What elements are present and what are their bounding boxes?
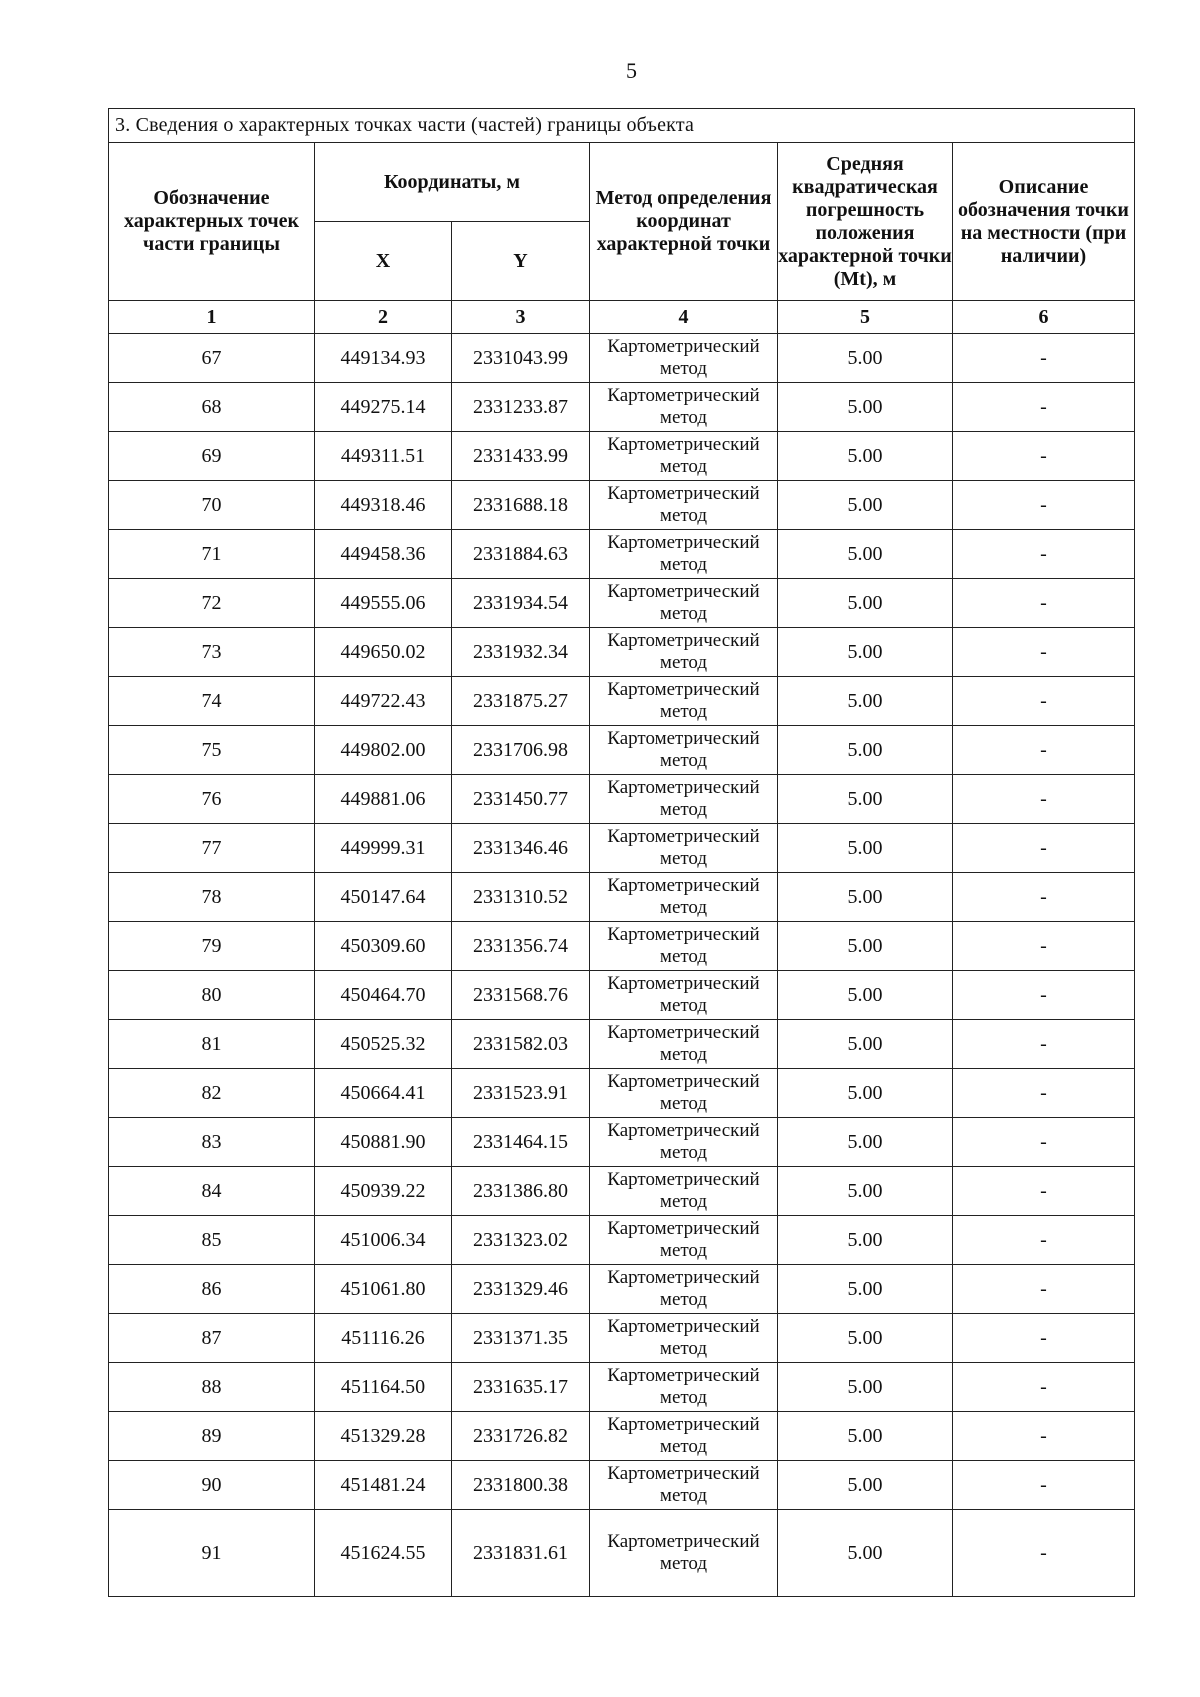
section-title: 3. Сведения о характерных точках части (частей) границы объекта bbox=[109, 109, 1135, 143]
accuracy-cell: 5.00 bbox=[778, 922, 953, 971]
coordinate-x: 449275.14 bbox=[315, 383, 452, 432]
coordinate-y: 2331635.17 bbox=[452, 1363, 590, 1412]
table-row bbox=[109, 334, 1135, 383]
method-cell: Картометрический метод bbox=[590, 579, 778, 628]
method-cell: Картометрический метод bbox=[590, 677, 778, 726]
point-number: 88 bbox=[109, 1363, 315, 1412]
table-row bbox=[109, 579, 1135, 628]
coordinate-x: 450664.41 bbox=[315, 1069, 452, 1118]
coordinate-x: 450881.90 bbox=[315, 1118, 452, 1167]
coordinate-x: 449555.06 bbox=[315, 579, 452, 628]
table-row bbox=[109, 775, 1135, 824]
column-number: 4 bbox=[590, 301, 778, 334]
table-row bbox=[109, 824, 1135, 873]
table-row bbox=[109, 1069, 1135, 1118]
header-x: X bbox=[315, 222, 452, 301]
header-designation: Обозначение характерных точек части границы bbox=[109, 143, 315, 301]
method-cell: Картометрический метод bbox=[590, 1510, 778, 1597]
table-row bbox=[109, 971, 1135, 1020]
description-cell: - bbox=[953, 1216, 1135, 1265]
point-number: 86 bbox=[109, 1265, 315, 1314]
coordinate-x: 451329.28 bbox=[315, 1412, 452, 1461]
coordinate-x: 449722.43 bbox=[315, 677, 452, 726]
method-cell: Картометрический метод bbox=[590, 334, 778, 383]
accuracy-cell: 5.00 bbox=[778, 481, 953, 530]
accuracy-cell: 5.00 bbox=[778, 1510, 953, 1597]
coordinate-x: 449458.36 bbox=[315, 530, 452, 579]
table-body bbox=[109, 334, 1135, 1597]
column-number: 1 bbox=[109, 301, 315, 334]
description-cell: - bbox=[953, 1069, 1135, 1118]
point-number: 75 bbox=[109, 726, 315, 775]
accuracy-cell: 5.00 bbox=[778, 1363, 953, 1412]
description-cell: - bbox=[953, 628, 1135, 677]
coordinate-x: 450147.64 bbox=[315, 873, 452, 922]
method-cell: Картометрический метод bbox=[590, 432, 778, 481]
accuracy-cell: 5.00 bbox=[778, 726, 953, 775]
table-row bbox=[109, 873, 1135, 922]
accuracy-cell: 5.00 bbox=[778, 1412, 953, 1461]
method-cell: Картометрический метод bbox=[590, 1216, 778, 1265]
header-y: Y bbox=[452, 222, 590, 301]
coordinate-y: 2331875.27 bbox=[452, 677, 590, 726]
accuracy-cell: 5.00 bbox=[778, 1020, 953, 1069]
coordinate-x: 451006.34 bbox=[315, 1216, 452, 1265]
point-number: 87 bbox=[109, 1314, 315, 1363]
table-row bbox=[109, 1118, 1135, 1167]
coordinate-x: 449802.00 bbox=[315, 726, 452, 775]
description-cell: - bbox=[953, 677, 1135, 726]
table-row bbox=[109, 1461, 1135, 1510]
coordinate-x: 451481.24 bbox=[315, 1461, 452, 1510]
accuracy-cell: 5.00 bbox=[778, 971, 953, 1020]
coordinate-x: 449881.06 bbox=[315, 775, 452, 824]
point-number: 71 bbox=[109, 530, 315, 579]
description-cell: - bbox=[953, 1020, 1135, 1069]
accuracy-cell: 5.00 bbox=[778, 677, 953, 726]
table-row bbox=[109, 481, 1135, 530]
accuracy-cell: 5.00 bbox=[778, 1069, 953, 1118]
coordinate-y: 2331932.34 bbox=[452, 628, 590, 677]
coordinate-x: 451061.80 bbox=[315, 1265, 452, 1314]
coordinate-y: 2331706.98 bbox=[452, 726, 590, 775]
description-cell: - bbox=[953, 1461, 1135, 1510]
method-cell: Картометрический метод bbox=[590, 1363, 778, 1412]
accuracy-cell: 5.00 bbox=[778, 579, 953, 628]
coordinate-x: 449134.93 bbox=[315, 334, 452, 383]
accuracy-cell: 5.00 bbox=[778, 530, 953, 579]
method-cell: Картометрический метод bbox=[590, 481, 778, 530]
header-description: Описание обозначения точки на местности (при наличии) bbox=[953, 143, 1135, 301]
description-cell: - bbox=[953, 824, 1135, 873]
description-cell: - bbox=[953, 1412, 1135, 1461]
table-row bbox=[109, 1265, 1135, 1314]
accuracy-cell: 5.00 bbox=[778, 383, 953, 432]
description-cell: - bbox=[953, 530, 1135, 579]
table-row bbox=[109, 1314, 1135, 1363]
description-cell: - bbox=[953, 383, 1135, 432]
point-number: 73 bbox=[109, 628, 315, 677]
point-number: 70 bbox=[109, 481, 315, 530]
accuracy-cell: 5.00 bbox=[778, 628, 953, 677]
coordinate-y: 2331464.15 bbox=[452, 1118, 590, 1167]
table-row bbox=[109, 726, 1135, 775]
point-number: 85 bbox=[109, 1216, 315, 1265]
table-row bbox=[109, 1412, 1135, 1461]
coordinate-y: 2331433.99 bbox=[452, 432, 590, 481]
coordinate-y: 2331233.87 bbox=[452, 383, 590, 432]
method-cell: Картометрический метод bbox=[590, 1020, 778, 1069]
coordinate-y: 2331043.99 bbox=[452, 334, 590, 383]
method-cell: Картометрический метод bbox=[590, 1118, 778, 1167]
coordinate-y: 2331323.02 bbox=[452, 1216, 590, 1265]
description-cell: - bbox=[953, 873, 1135, 922]
table-row bbox=[109, 922, 1135, 971]
point-number: 84 bbox=[109, 1167, 315, 1216]
page-number: 5 bbox=[626, 58, 637, 83]
coordinate-x: 449311.51 bbox=[315, 432, 452, 481]
method-cell: Картометрический метод bbox=[590, 1412, 778, 1461]
coordinate-y: 2331831.61 bbox=[452, 1510, 590, 1597]
description-cell: - bbox=[953, 1265, 1135, 1314]
column-numbers-row bbox=[109, 301, 1135, 334]
table-row bbox=[109, 1167, 1135, 1216]
method-cell: Картометрический метод bbox=[590, 971, 778, 1020]
method-cell: Картометрический метод bbox=[590, 1069, 778, 1118]
accuracy-cell: 5.00 bbox=[778, 1314, 953, 1363]
table-row bbox=[109, 628, 1135, 677]
method-cell: Картометрический метод bbox=[590, 628, 778, 677]
table-row bbox=[109, 432, 1135, 481]
coordinate-y: 2331726.82 bbox=[452, 1412, 590, 1461]
point-number: 81 bbox=[109, 1020, 315, 1069]
accuracy-cell: 5.00 bbox=[778, 873, 953, 922]
description-cell: - bbox=[953, 726, 1135, 775]
column-number: 2 bbox=[315, 301, 452, 334]
description-cell: - bbox=[953, 579, 1135, 628]
column-number: 5 bbox=[778, 301, 953, 334]
point-number: 91 bbox=[109, 1510, 315, 1597]
coordinate-y: 2331346.46 bbox=[452, 824, 590, 873]
description-cell: - bbox=[953, 1510, 1135, 1597]
table-row bbox=[109, 1020, 1135, 1069]
point-number: 74 bbox=[109, 677, 315, 726]
description-cell: - bbox=[953, 922, 1135, 971]
description-cell: - bbox=[953, 1167, 1135, 1216]
description-cell: - bbox=[953, 775, 1135, 824]
header-accuracy: Средняя квадратическая погрешность положения характерной точки (Mt), м bbox=[778, 143, 953, 301]
header-coordinates: Координаты, м bbox=[315, 143, 590, 222]
accuracy-cell: 5.00 bbox=[778, 1216, 953, 1265]
point-number: 78 bbox=[109, 873, 315, 922]
coordinate-x: 450309.60 bbox=[315, 922, 452, 971]
coordinate-y: 2331450.77 bbox=[452, 775, 590, 824]
coordinate-x: 449650.02 bbox=[315, 628, 452, 677]
method-cell: Картометрический метод bbox=[590, 1314, 778, 1363]
coordinate-y: 2331371.35 bbox=[452, 1314, 590, 1363]
point-number: 76 bbox=[109, 775, 315, 824]
table-row bbox=[109, 1363, 1135, 1412]
description-cell: - bbox=[953, 1314, 1135, 1363]
method-cell: Картометрический метод bbox=[590, 873, 778, 922]
coordinate-x: 451624.55 bbox=[315, 1510, 452, 1597]
coordinate-y: 2331568.76 bbox=[452, 971, 590, 1020]
coordinate-x: 449318.46 bbox=[315, 481, 452, 530]
accuracy-cell: 5.00 bbox=[778, 775, 953, 824]
boundary-points-table bbox=[108, 108, 1135, 1597]
point-number: 67 bbox=[109, 334, 315, 383]
point-number: 72 bbox=[109, 579, 315, 628]
coordinate-x: 451164.50 bbox=[315, 1363, 452, 1412]
header-method: Метод определения координат характерной точки bbox=[590, 143, 778, 301]
point-number: 90 bbox=[109, 1461, 315, 1510]
method-cell: Картометрический метод bbox=[590, 530, 778, 579]
method-cell: Картометрический метод bbox=[590, 775, 778, 824]
coordinate-y: 2331523.91 bbox=[452, 1069, 590, 1118]
accuracy-cell: 5.00 bbox=[778, 1118, 953, 1167]
accuracy-cell: 5.00 bbox=[778, 432, 953, 481]
coordinate-x: 451116.26 bbox=[315, 1314, 452, 1363]
table-row bbox=[109, 1510, 1135, 1597]
method-cell: Картометрический метод bbox=[590, 1265, 778, 1314]
coordinate-y: 2331582.03 bbox=[452, 1020, 590, 1069]
coordinate-y: 2331386.80 bbox=[452, 1167, 590, 1216]
accuracy-cell: 5.00 bbox=[778, 334, 953, 383]
table-row bbox=[109, 1216, 1135, 1265]
coordinate-y: 2331310.52 bbox=[452, 873, 590, 922]
point-number: 69 bbox=[109, 432, 315, 481]
coordinate-y: 2331688.18 bbox=[452, 481, 590, 530]
point-number: 79 bbox=[109, 922, 315, 971]
description-cell: - bbox=[953, 432, 1135, 481]
description-cell: - bbox=[953, 481, 1135, 530]
description-cell: - bbox=[953, 334, 1135, 383]
point-number: 82 bbox=[109, 1069, 315, 1118]
table-row bbox=[109, 530, 1135, 579]
table-row bbox=[109, 383, 1135, 432]
point-number: 68 bbox=[109, 383, 315, 432]
column-number: 6 bbox=[953, 301, 1135, 334]
point-number: 77 bbox=[109, 824, 315, 873]
coordinate-y: 2331800.38 bbox=[452, 1461, 590, 1510]
description-cell: - bbox=[953, 1118, 1135, 1167]
method-cell: Картометрический метод bbox=[590, 383, 778, 432]
coordinate-y: 2331356.74 bbox=[452, 922, 590, 971]
coordinate-y: 2331934.54 bbox=[452, 579, 590, 628]
table-row bbox=[109, 677, 1135, 726]
coordinate-y: 2331884.63 bbox=[452, 530, 590, 579]
point-number: 83 bbox=[109, 1118, 315, 1167]
accuracy-cell: 5.00 bbox=[778, 824, 953, 873]
coordinate-x: 450464.70 bbox=[315, 971, 452, 1020]
method-cell: Картометрический метод bbox=[590, 1167, 778, 1216]
point-number: 80 bbox=[109, 971, 315, 1020]
coordinate-x: 450939.22 bbox=[315, 1167, 452, 1216]
method-cell: Картометрический метод bbox=[590, 824, 778, 873]
method-cell: Картометрический метод bbox=[590, 1461, 778, 1510]
coordinate-x: 449999.31 bbox=[315, 824, 452, 873]
accuracy-cell: 5.00 bbox=[778, 1167, 953, 1216]
description-cell: - bbox=[953, 1363, 1135, 1412]
description-cell: - bbox=[953, 971, 1135, 1020]
coordinate-y: 2331329.46 bbox=[452, 1265, 590, 1314]
column-number: 3 bbox=[452, 301, 590, 334]
method-cell: Картометрический метод bbox=[590, 726, 778, 775]
coordinate-x: 450525.32 bbox=[315, 1020, 452, 1069]
accuracy-cell: 5.00 bbox=[778, 1265, 953, 1314]
method-cell: Картометрический метод bbox=[590, 922, 778, 971]
point-number: 89 bbox=[109, 1412, 315, 1461]
accuracy-cell: 5.00 bbox=[778, 1461, 953, 1510]
